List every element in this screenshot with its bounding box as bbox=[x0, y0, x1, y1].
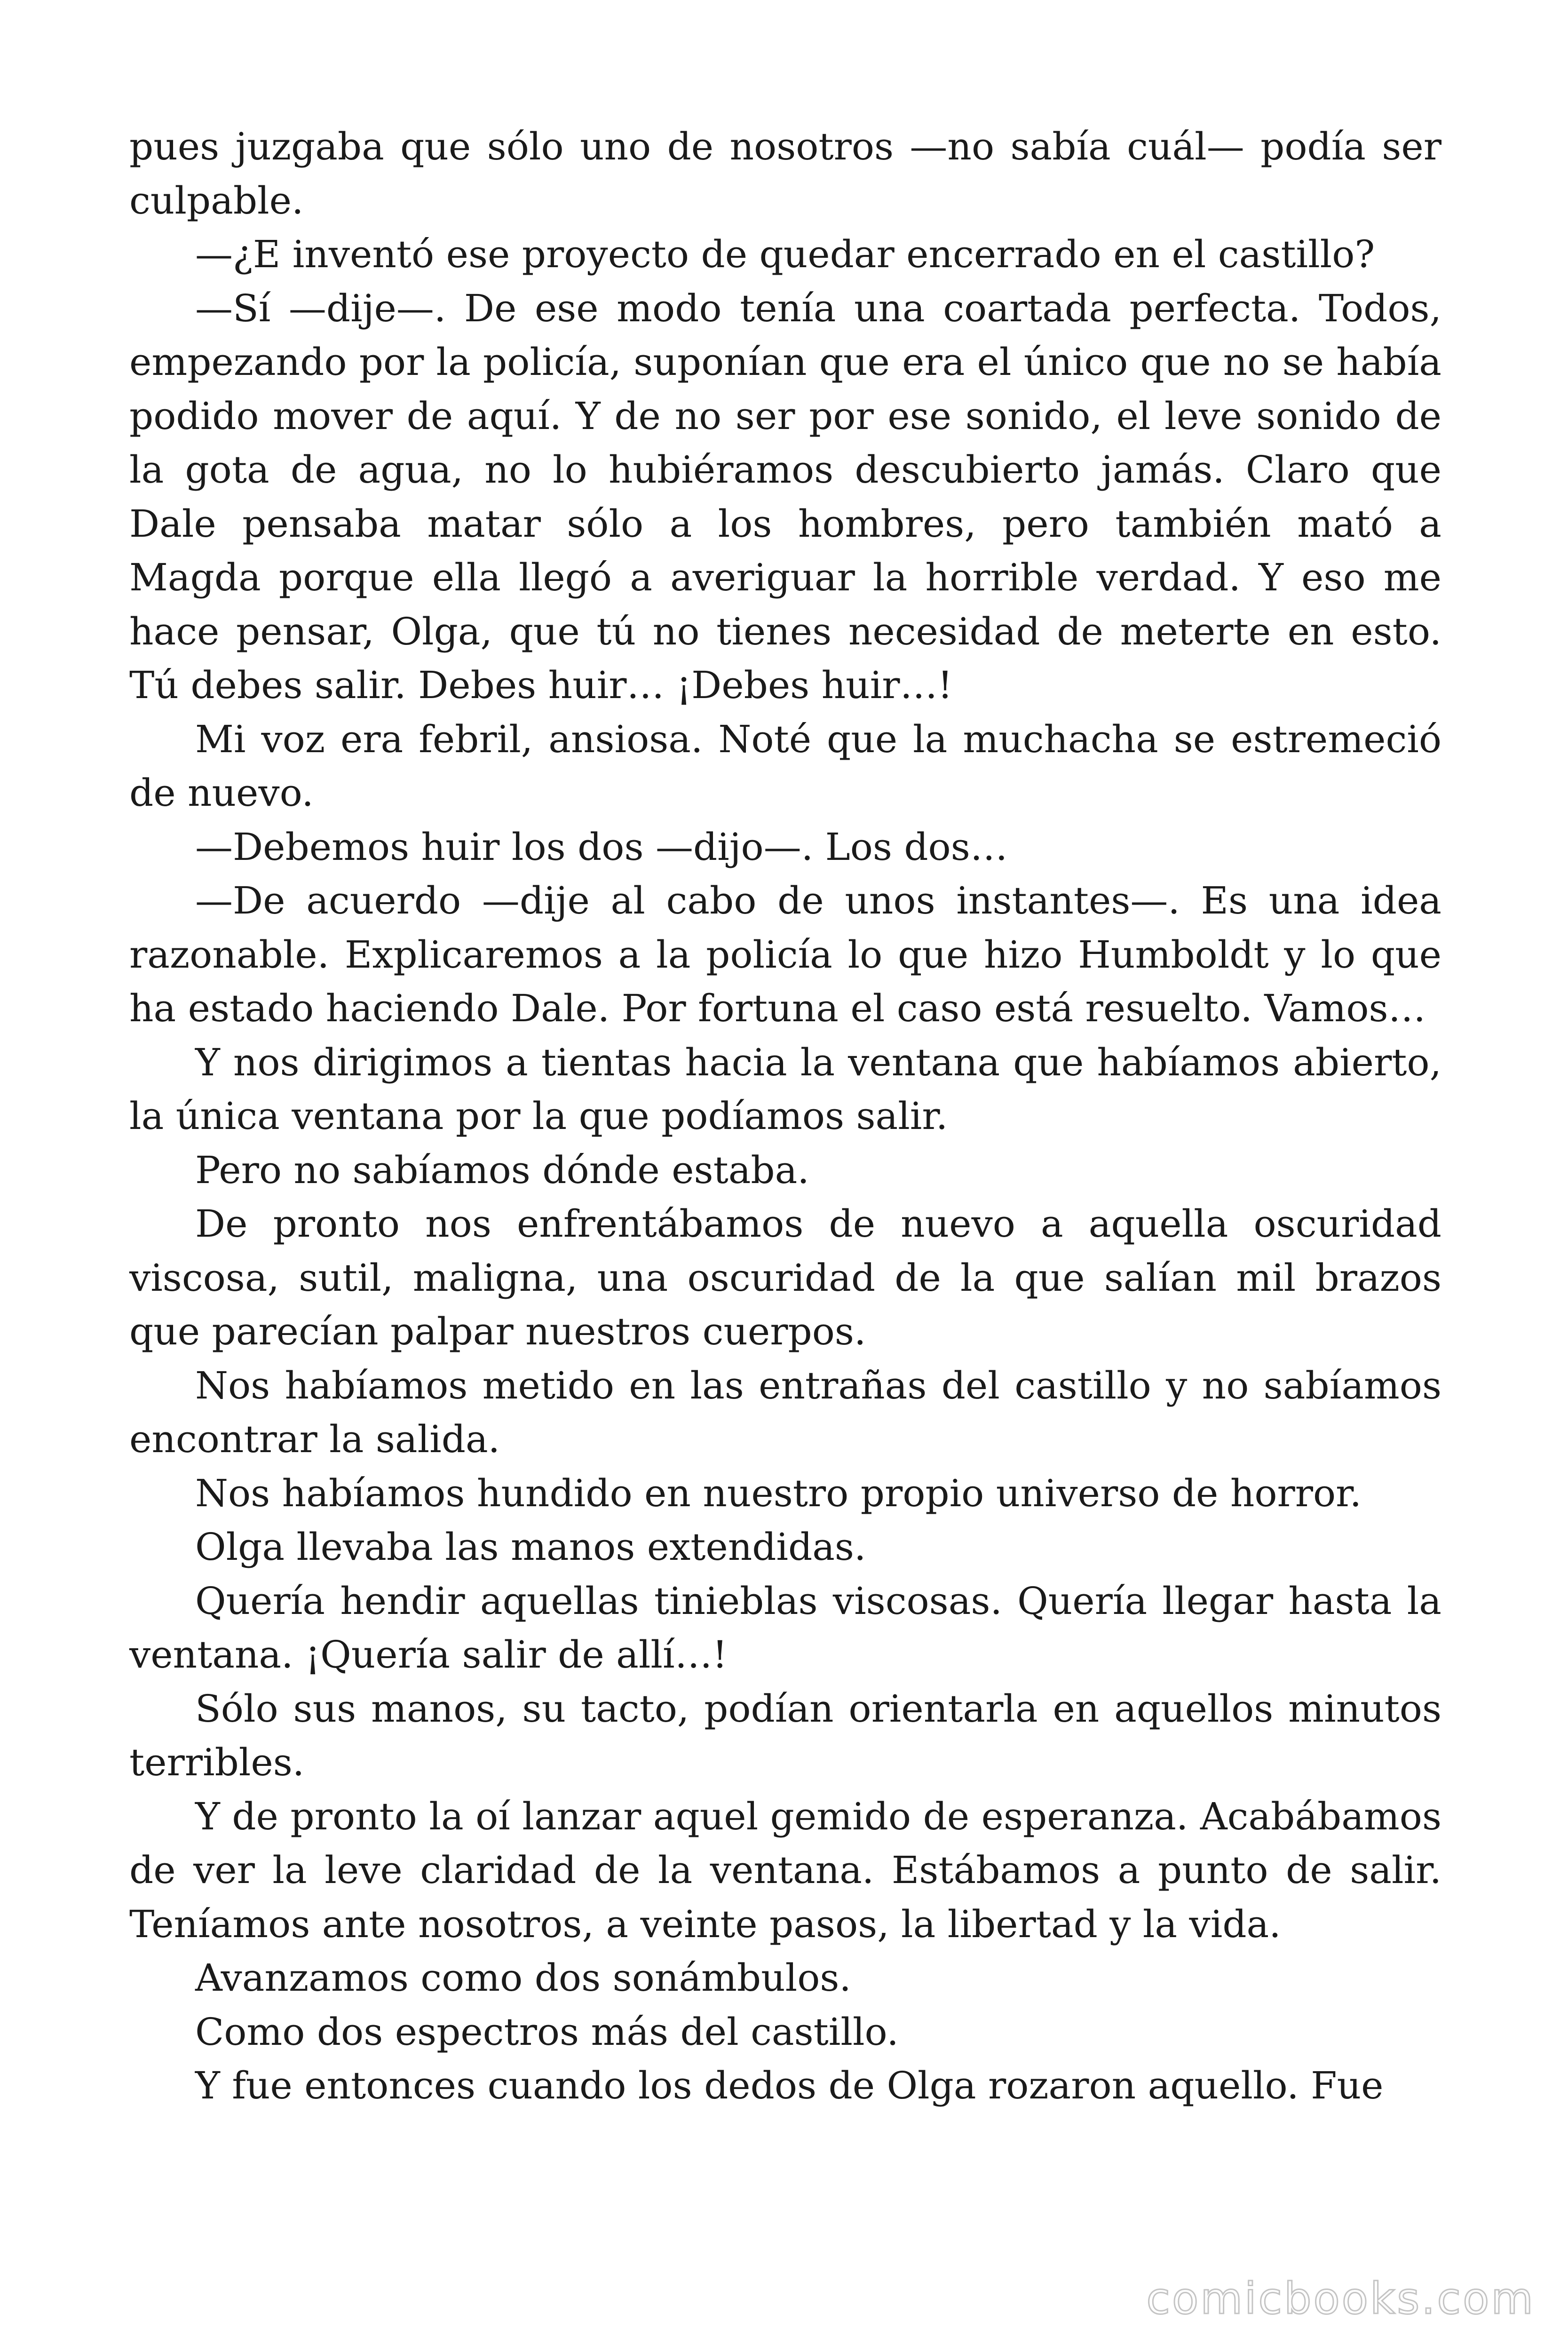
page-body-text bbox=[129, 120, 1441, 2113]
paragraph-11: Nos habíamos hundido en nuestro propio universo de horror. bbox=[195, 1471, 1362, 1515]
paragraph-7: Y nos dirigimos a tientas hacia la ventana que habíamos abierto, la única ventana por la que podíamos salir. bbox=[129, 1040, 1441, 1138]
paragraph-1: pues juzgaba que sólo uno de nosotros —no sabía cuál— podía ser culpable. bbox=[129, 125, 1441, 222]
paragraph-14: Sólo sus manos, su tacto, podían orientarla en aquellos minutos terribles. bbox=[129, 1686, 1441, 1784]
paragraph-12: Olga llevaba las manos extendidas. bbox=[195, 1525, 866, 1569]
paragraph-17: Como dos espectros más del castillo. bbox=[195, 2010, 899, 2054]
paragraph-3: —Sí —dije—. De ese modo tenía una coartada perfecta. Todos, empezando por la policía, suponían que era el único que no se había podido mover de aquí. Y de no ser por ese sonido, el leve sonido de la gota de agua, no lo hubiéramos descubierto jamás. Claro que Dale pensaba matar sólo a los hombres, pero también mató a Magda porque ella llegó a averiguar la horrible verdad. Y eso me hace pensar, Olga, que tú no tienes necesidad de meterte en esto. Tú debes salir. Debes huir… ¡Debes huir…! bbox=[129, 286, 1441, 707]
paragraph-10: Nos habíamos metido en las entrañas del castillo y no sabíamos encontrar la salida. bbox=[129, 1363, 1441, 1461]
paragraph-13: Quería hendir aquellas tinieblas viscosas. Quería llegar hasta la ventana. ¡Quería salir de allí…! bbox=[129, 1579, 1441, 1677]
paragraph-8: Pero no sabíamos dónde estaba. bbox=[195, 1148, 809, 1192]
watermark: comicbooks.com bbox=[1146, 2273, 1535, 2324]
paragraph-5: —Debemos huir los dos —dijo—. Los dos… bbox=[195, 825, 1008, 869]
paragraph-15: Y de pronto la oí lanzar aquel gemido de esperanza. Acabábamos de ver la leve claridad de la ventana. Estábamos a punto de salir. Teníamos ante nosotros, a veinte pasos, la libertad y la vida. bbox=[129, 1794, 1441, 1946]
paragraph-2: —¿E inventó ese proyecto de quedar encerrado en el castillo? bbox=[195, 232, 1375, 276]
paragraph-18: Y fue entonces cuando los dedos de Olga rozaron aquello. Fue bbox=[195, 2064, 1384, 2107]
paragraph-9: De pronto nos enfrentábamos de nuevo a aquella oscuridad viscosa, sutil, maligna, una oscuridad de la que salían mil brazos que parecían palpar nuestros cuerpos. bbox=[129, 1202, 1441, 1353]
paragraph-4: Mi voz era febril, ansiosa. Noté que la muchacha se estremeció de nuevo. bbox=[129, 717, 1441, 815]
paragraph-6: —De acuerdo —dije al cabo de unos instantes—. Es una idea razonable. Explicaremos a la policía lo que hizo Humboldt y lo que ha estado haciendo Dale. Por fortuna el caso está resuelto. Vamos… bbox=[129, 879, 1441, 1030]
paragraph-16: Avanzamos como dos sonámbulos. bbox=[195, 1956, 851, 2000]
